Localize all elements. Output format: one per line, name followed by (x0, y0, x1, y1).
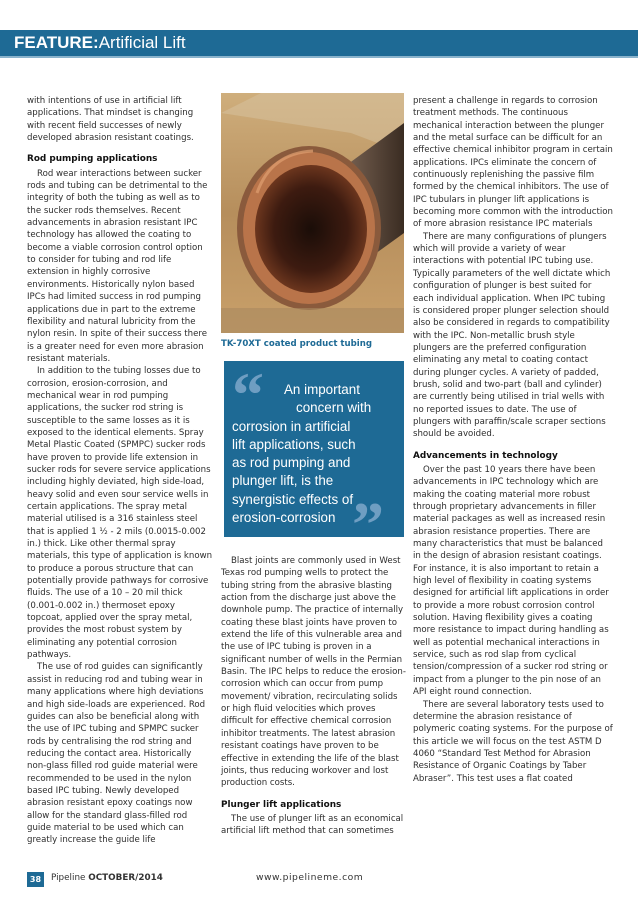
pull-quote-line: as rod pumping and (232, 455, 351, 471)
section-heading: Rod pumping applications (27, 154, 158, 165)
page-header (14, 31, 186, 55)
image-caption: TK-70XT coated product tubing (221, 339, 373, 349)
paragraph: Over the past 10 years there have been advancements in IPC technology which are making the coating material more robust through proprietary advancements in filler material packages as well as increased resin abrasion resistance properties. There are many characteristics that must be balanced in the design of abrasion resistant coatings. For instance, it is also important to retain a high level of flexibility in coating systems designed for artificial lift applications in order to provide a more robust corrosion control solution. Having flexibility gives a coating more resistance to impact during handling as well as potential mechanical interactions in service, such as rod slap from cyclical tension/compression of a sucker rod string or impact from a plunger to the pin nose of an API eight round connection. (413, 464, 609, 698)
website-link[interactable]: www.pipelineme.com (256, 872, 364, 883)
pull-quote-line: synergistic effects of (232, 491, 354, 507)
paragraph: Rod wear interactions between sucker rods and tubing can be detrimental to the integrity of both the tubing as well as to the sucker rods themselves. Recent advancements in abrasion resistant IPC technology has allowed the coating to become a viable corrosion control option to consider for tubing and rod life extension in highly corrosive environments. Historically nylon based IPCs had limited success in rod pumping applications due in part to the extreme flexibility and natural lubricity from the nylon resin. In spite of their success there is a greater need for even more abrasion resistant materials. (27, 168, 208, 364)
paragraph: The use of plunger lift as an economical artificial lift method that can sometimes (221, 813, 404, 837)
pull-quote-line: lift applications, such (232, 436, 356, 452)
pull-quote-line: corrosion in artificial (232, 418, 351, 434)
paragraph: The use of rod guides can significantly assist in reducing rod and tubing wear in many applications where high deviations and high side-loads are experienced. Rod guides can also be beneficial along with the use of IPC tubing and SPMPC sucker rods by centralising the rod string and reducing the contact area. Historically non-glass filled rod guide material were recommended to be used in the nylon based IPC tubing. Newly developed abrasion resistant epoxy coatings now allow for the standard glass-filled rod guide material to be used which can greatly increase the guide life (27, 662, 206, 846)
page-number: 38 (27, 872, 44, 887)
close-quote-mark: ” (352, 489, 384, 560)
pull-quote-line: An important (284, 382, 360, 397)
open-quote-mark: “ (232, 359, 264, 430)
pull-quote-line: plunger lift, is the (232, 473, 334, 489)
header-rule (0, 56, 638, 58)
tubing-illustration (221, 93, 404, 333)
paragraph: with intentions of use in artificial lift applications. That mindset is changing with recent field successes of newly developed abrasion resistant coatings. (27, 96, 194, 144)
paragraph: In addition to the tubing losses due to corrosion, erosion-corrosion, and mechanical wear in rod pumping applications, the sucker rod string is susceptible to the same losses as it is exposed to the identical elements. Spray Metal Plastic Coated (SPMPC) sucker rods have proven to provide life extension in sucker rods for severe service applications including highly deviated, high side-load, heavy solid and even sour service wells in certain applications. The spray metal material utilised is a 316 stainless steel that is applied 1 ½ - 2 mils (0.0015-0.002 in.) thick. Like other thermal spray materials, this type of application is known to produce a porous structure that can potentially provide pathways for corrosive fluids. The use of a 10 – 20 mil thick (0.001-0.002 in.) thermoset epoxy topcoat, applied over the spray metal, provides the most robust system by eliminating any potential corrosion pathways. (27, 366, 213, 661)
pull-quote-line: concern with (296, 400, 372, 416)
header-feature-label: FEATURE: (14, 33, 99, 52)
header-section-title: Artificial Lift (98, 33, 186, 52)
column-middle (221, 555, 406, 838)
paragraph: present a challenge in regards to corrosion treatment methods. The continuous mechanical interaction between the plunger and the metal surface can be difficult for an effective chemical inhibitor program in certain applications. IPCs eliminate the concern of continuously replenishing the passive film formed by the chemical inhibitors. The use of IPC tubulars in plunger lift applications is becoming more common with the introduction of more abrasion resistance IPC materials (413, 96, 613, 230)
paragraph: Blast joints are commonly used in West Texas rod pumping wells to protect the tubing string from the abrasive blasting action from the discharge just above the downhole pump. The practice of internally coating these blast joints have proven to extend the life of this vulnerable area and the use of IPC tubing is proven in a significant number of wells in the Permian Basin. The IPC helps to reduce the erosion-corrosion which can occur from pump movement/ vibration, recirculating solids or high fluid velocities which proves difficult for effective chemical corrosion inhibitor treatments. The latest abrasion resistant coatings have proven to be effective in extending the life of the blast joints, thus reducing workover and lost production costs. (221, 556, 406, 789)
tubing-photo (221, 93, 404, 333)
paragraph: There are several laboratory tests used to determine the abrasion resistance of polymeric coating systems. For the purpose of this article we will focus on the test ASTM D 4060 “Standard Test Method for Abrasion Resistance of Organic Coatings by Taber Abraser”. This test uses a flat coated (413, 699, 613, 784)
magazine-issue (51, 873, 163, 883)
column-right (413, 95, 613, 785)
pull-quote-line: erosion-corrosion (232, 510, 336, 526)
magazine-name: Pipeline (51, 873, 89, 883)
paragraph: There are many configurations of plungers which will provide a variety of wear interactions with potential IPC tubing use. Typically parameters of the well dictate which configuration of plunger is best suited for each individual application. When IPC tubing is considered proper plunger selection should also be considered in regards to compatibility with the IPC. Non-metallic brush style plungers are the preferred configuration eliminating any metal to coating contact during plunger cycles. A variety of padded, brush, solid and two-part (ball and cylinder) are currently being utilised in trial wells with no reported issues to date. The use of plungers with paraffin/scale scraper sections should be avoided. (413, 231, 611, 440)
section-heading: Plunger lift applications (221, 799, 342, 810)
column-left (27, 95, 213, 847)
pull-quote (224, 359, 404, 560)
issue-date: OCTOBER/2014 (88, 873, 163, 883)
section-heading: Advancements in technology (413, 450, 558, 461)
